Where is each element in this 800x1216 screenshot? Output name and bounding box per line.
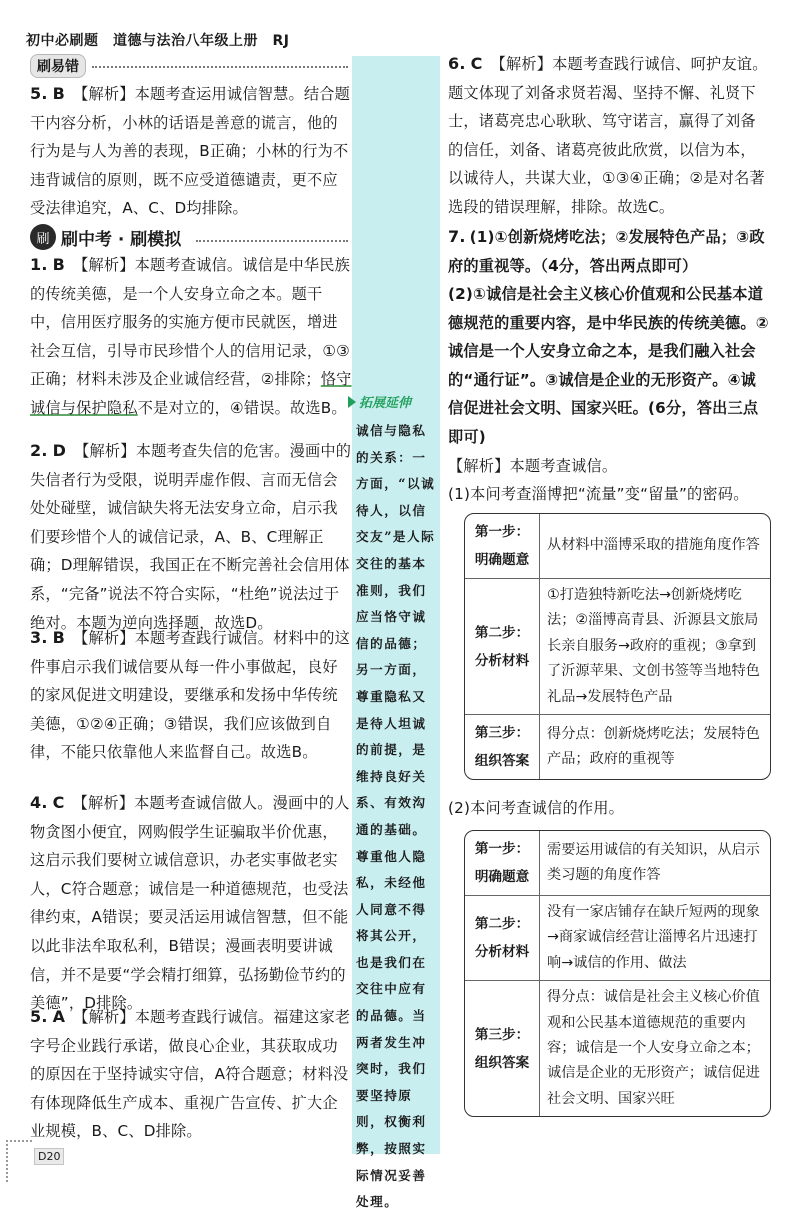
table-row — [465, 831, 770, 895]
page-header: 初中必刷题 道德与法治八年级上册 RJ — [26, 33, 290, 49]
section-label-yicuo: 刷易错 — [30, 54, 86, 78]
answer-choice: C — [52, 793, 65, 812]
answer-text: 【解析】本题考查失信的危害。漫画中的失信者行为受限，说明弄虚作假、言而无信会处处碰壁，诚信缺失将无法安身立命，启示我们要珍惜个人的诚信记录，A、B、C理解正确；D理解错误，我国正在不断完善社会信用体系，“完备”说法不符合实际，“杜绝”说法过于绝对。本题为逆向选择题，故选D。 — [30, 442, 352, 632]
answer-m1 — [30, 251, 352, 423]
answer-text: 【解析】本题考查践行诚信。福建这家老字号企业践行承诺，做良心企业，其获取成功的原因在于坚持诚实守信，A符合题意；材料没有体现降低生产成本、重视广告宣传、扩大企业规模，B、C、D排除。 — [30, 1008, 351, 1141]
steps-table-1 — [464, 513, 771, 780]
answer-choice: B — [52, 84, 66, 103]
step-label: 第一步：明确题意 — [465, 514, 540, 578]
answer-q5 — [30, 80, 352, 223]
answer-text: 【解析】本题考查践行诚信、呵护友谊。题文体现了刘备求贤若渴、坚持不懈、礼贤下士，诸葛亮忠心耿耿、笃守诺言，赢得了刘备的信任，刘备、诸葛亮彼此欣赏，以信为本，以诚待人，共谋大业，①③④正确；②是对名著选段的错误理解，排除。故选C。 — [448, 55, 768, 216]
question-number: 2. — [30, 441, 48, 460]
answer-choice: C — [470, 54, 483, 73]
sidebar-text: 诚信与隐私的关系：一方面，“以诚待人，以信交友”是人际交往的基本准则，我们应当恪守诚信的品德；另一方面，尊重隐私又是待人坦诚的前提，是维持良好关系、有效沟通的基础。尊重他人隐私，未经他人同意不得将其公开，也是我们在交往中应有的品德。当两者发生冲突时，我们要坚持原则，权衡利弊，按照实际情况妥善处理。 — [356, 423, 436, 1210]
answer-choice: B — [52, 628, 66, 647]
page-number: D20 — [34, 1148, 64, 1165]
answer-m3 — [30, 624, 352, 767]
step-label: 第二步：分析材料 — [465, 895, 540, 980]
step-label: 第三步：组织答案 — [465, 714, 540, 779]
answer-choice: B — [52, 255, 66, 274]
corner-decoration — [6, 1140, 32, 1182]
answer-m7 — [448, 223, 770, 280]
steps-table-2 — [464, 830, 771, 1117]
section-divider-2 — [196, 240, 348, 242]
answer-text: 【解析】本题考查运用诚信智慧。结合题干内容分析，小林的话语是善意的谎言，他的行为是与人为善的表现，B正确；小林的行为不违背诚信的原则，既不应受道德谴责，更不应受法律追究，A、C、D均排除。 — [30, 85, 351, 218]
sub-question-1: (1)本问考查淄博把“流量”变“留量”的密码。 — [448, 485, 749, 503]
answer-m4 — [30, 789, 352, 1018]
sub-question-2: (2)本问考查诚信的作用。 — [448, 799, 624, 817]
section-title: 刷中考 · 刷模拟 — [61, 229, 182, 250]
step-label: 第一步：明确题意 — [465, 831, 540, 895]
answer-text-tail: 不是对立的，④错误。故选B。 — [137, 398, 347, 417]
table-row — [465, 714, 770, 779]
answer-m6 — [448, 50, 770, 222]
question-number: 7. — [448, 227, 466, 246]
answer-choice: A — [52, 1007, 66, 1026]
table-row — [465, 578, 770, 714]
step-content: 没有一家店铺存在缺斤短两的现象→商家诚信经营让淄博名片迅速打响→诚信的作用、做法 — [540, 895, 770, 980]
answer-part-2: (2)①诚信是社会主义核心价值观和公民基本道德规范的重要内容，是中华民族的传统美德。②诚信是一个人安身立命之本，是我们融入社会的“通行证”。③诚信是企业的无形资产。④诚信促进社会文明、国家兴旺。(6分，答出三点即可) — [448, 285, 769, 446]
answer-choice: D — [52, 441, 67, 460]
question-number: 4. — [30, 793, 48, 812]
step-content: ①打造独特新吃法→创新烧烤吃法；②淄博高青县、沂源县文旅局长亲自服务→政府的重视；③拿到了沂源苹果、文创书签等当地特色礼品→发展特色产品 — [540, 578, 770, 714]
step-content: 得分点：诚信是社会主义核心价值观和公民基本道德规范的重要内容；诚信是一个人安身立命之本；诚信是企业的无形资产；诚信促进社会文明、国家兴旺 — [540, 980, 770, 1116]
answer-m5 — [30, 1003, 352, 1146]
answer-text: 【解析】本题考查践行诚信。材料中的这件事启示我们诚信要从每一件小事做起，良好的家风促进文明建设，要继承和发扬中华传统美德，①②④正确；③错误，我们应该做到自律，不能只依靠他人来监督自己。故选B。 — [30, 629, 351, 762]
table-row — [465, 514, 770, 578]
triangle-icon — [348, 396, 356, 408]
step-content: 从材料中淄博采取的措施角度作答 — [547, 537, 760, 554]
question-number: 1. — [30, 255, 48, 274]
section-icon: 刷 — [30, 224, 56, 250]
step-label: 第三步：组织答案 — [465, 980, 540, 1116]
step-content: 得分点：创新烧烤吃法；发展特色产品；政府的重视等 — [540, 714, 770, 779]
table-row — [465, 980, 770, 1116]
section-zhongkao-header — [30, 224, 181, 250]
step-label: 第二步：分析材料 — [465, 578, 540, 714]
analysis-label: 【解析】本题考查诚信。 — [448, 457, 618, 475]
answer-text: 【解析】本题考查诚信做人。漫画中的人物贪图小便宜，网购假学生证骗取半价优惠，这启示我们要树立诚信意识，办老实事做老实人，C符合题意；诚信是一种道德规范，也受法律约束，A错误；要灵活运用诚信智慧，但不能以此非法牟取私利，B错误；漫画表明要讲诚信，并不是要“学会精打细算，弘扬勤俭节约的美德”，D排除。 — [30, 794, 350, 1013]
question-number: 6. — [448, 54, 466, 73]
sidebar-heading-text: 拓展延伸 — [359, 396, 412, 411]
step-content: 需要运用诚信的有关知识，从启示类习题的角度作答 — [547, 841, 760, 883]
answer-m2 — [30, 437, 352, 637]
section-divider — [92, 66, 348, 68]
question-number: 5. — [30, 84, 48, 103]
table-row — [465, 895, 770, 980]
answer-text: 【解析】本题考查诚信。诚信是中华民族的传统美德，是一个人安身立命之本。题干中，信用医疗服务的实施方便市民就医，增进社会互信，引导市民珍惜个人的信用记录，①③正确；材料未涉及企业诚信经营，②排除； — [30, 256, 351, 389]
question-number: 3. — [30, 628, 48, 647]
sidebar-heading — [348, 392, 411, 411]
answer-part-1: (1)①创新烧烤吃法；②发展特色产品；③政府的重视等。（4分，答出两点即可） — [448, 228, 765, 275]
highlighted-phrase: 恪守诚信与保护隐私 — [30, 370, 352, 417]
question-number: 5. — [30, 1007, 48, 1026]
